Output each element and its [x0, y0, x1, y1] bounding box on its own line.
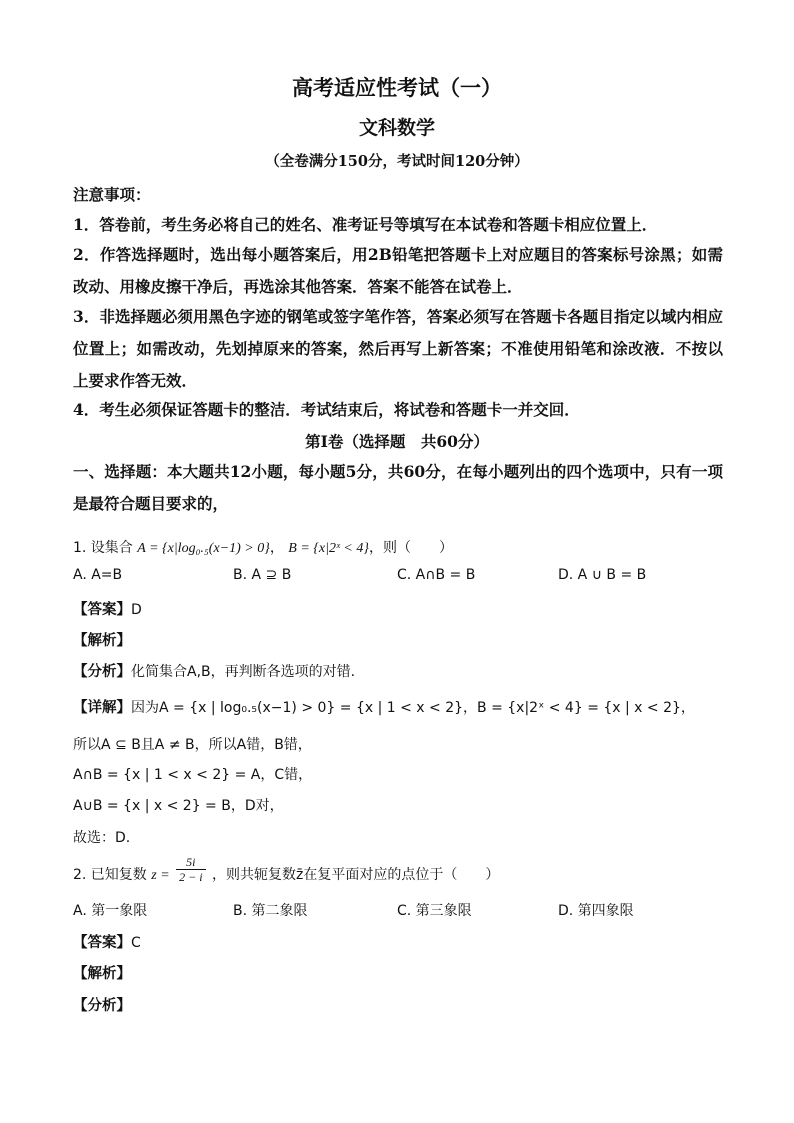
q1-detail-line2: 所以A ⊆ B且A ≠ B，所以A错，B错，: [73, 737, 312, 753]
q2-analysis-tag: 【解析】: [73, 966, 131, 982]
q1-analysis-tag: 【解析】: [73, 633, 131, 649]
q2-option-d: D. 第四象限: [558, 903, 634, 919]
q2-stem-prefix: 2. 已知复数: [73, 867, 147, 883]
q2-answer-tag: 【答案】: [73, 935, 131, 951]
section-title: 第Ⅰ卷（选择题 共60分）: [305, 432, 489, 451]
q1-set-a: A = {x|log₀.₅(x−1) > 0}: [137, 541, 270, 556]
notice-item-4: 4．考生必须保证答题卡的整洁．考试结束后，将试卷和答题卡一并交回．: [73, 400, 580, 419]
q1-detail: [73, 696, 695, 717]
q2-fraction-den: 2 − i: [179, 870, 203, 884]
q1-set-b: B = {x|2ˣ < 4}: [288, 541, 369, 556]
q1-option-c: C. A∩B = B: [397, 567, 476, 583]
q2-option-b: B. 第二象限: [233, 903, 308, 919]
q2-fraction: [176, 855, 205, 885]
notice-item-2: 2．作答选择题时，选出每小题答案后，用2B铅笔把答题卡上对应题目的答案标号涂黑；如需改动、用橡皮擦干净后，再选涂其他答案．答案不能答在试卷上．: [73, 245, 723, 296]
subject-title: 文科数学: [358, 117, 435, 139]
exam-title: 高考适应性考试（一）: [292, 75, 502, 100]
q2-z-eq: z =: [151, 868, 170, 883]
q1-fenxi-text: 化简集合A,B，再判断各选项的对错.: [131, 664, 356, 680]
q1-stem-suffix: ，则（ ）: [368, 540, 453, 556]
q2-answer: [73, 931, 141, 952]
q1-option-b: B. A ⊇ B: [233, 567, 292, 583]
q1-comma: ，: [269, 540, 284, 556]
q2-fraction-num: 5i: [176, 855, 205, 870]
q2-option-a: A. 第一象限: [73, 903, 148, 919]
q1-option-a: A. A=B: [73, 567, 123, 583]
q2-stem: [73, 855, 499, 889]
q1-answer: [73, 598, 142, 619]
section-intro: 一、选择题：本大题共12小题，每小题5分，共60分，在每小题列出的四个选项中，只有一项是最符合题目要求的，: [73, 462, 723, 513]
q1-detail-tag: 【详解】: [73, 700, 131, 716]
q1-detail-line4: A∪B = {x | x < 2} = B，D对，: [73, 798, 284, 814]
notice-heading: 注意事项：: [73, 185, 151, 204]
notice-item-3: 3．非选择题必须用黑色字迹的钢笔或签字笔作答，答案必须写在答题卡各题目指定以域内相应位置上；如需改动，先划掉原来的答案，然后再写上新答案；不准使用铅笔和涂改液．不按以上要求作答无效．: [73, 307, 723, 390]
q1-stem: [73, 537, 453, 557]
q1-fenxi: [73, 660, 355, 681]
q1-answer-value: D: [131, 602, 142, 618]
q1-answer-tag: 【答案】: [73, 602, 131, 618]
q2-fenxi-tag: 【分析】: [73, 998, 131, 1014]
q1-detail-line5: 故选：D.: [73, 830, 131, 846]
notice-item-1: 1．答卷前，考生务必将自己的姓名、准考证号等填写在本试卷和答题卡相应位置上．: [73, 215, 658, 234]
q1-stem-prefix: 1. 设集合: [73, 540, 133, 556]
q1-detail-line3: A∩B = {x | 1 < x < 2} = A，C错，: [73, 767, 313, 783]
q1-option-d: D. A ∪ B = B: [558, 567, 647, 583]
q2-option-c: C. 第三象限: [397, 903, 472, 919]
exam-note: （全卷满分150分，考试时间120分钟）: [265, 153, 529, 170]
q2-stem-suffix: ，则共轭复数z̄在复平面对应的点位于（ ）: [212, 867, 500, 883]
q1-fenxi-tag: 【分析】: [73, 664, 131, 680]
q1-detail-line1: 因为A = {x | log₀.₅(x−1) > 0} = {x | 1 < x < 2}，B = {x|2ˣ < 4} = {x | x < 2}，: [131, 700, 695, 716]
q2-answer-value: C: [131, 935, 141, 951]
